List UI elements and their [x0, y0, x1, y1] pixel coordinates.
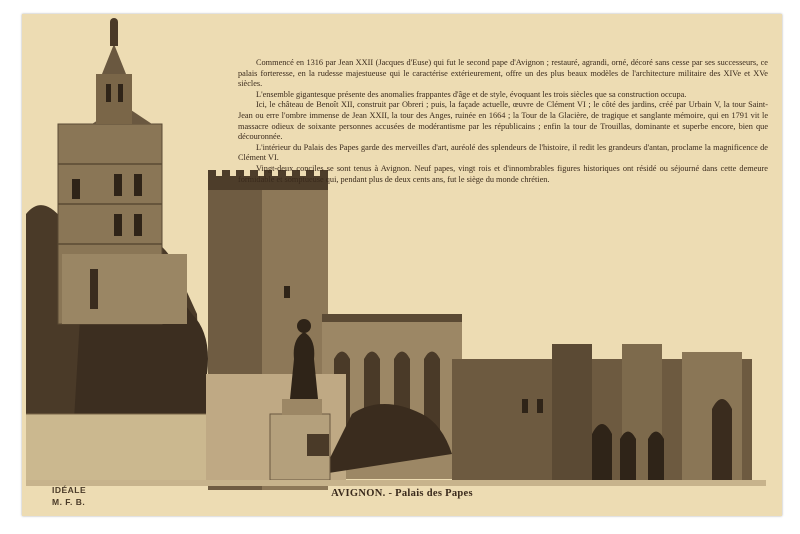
paragraph: L'intérieur du Palais des Papes garde des merveilles d'art, auréolé des splendeurs de l'histoire, il redit les grandeurs d'antan, proclame la magnificence de Clément VI. — [238, 142, 768, 163]
paragraph: L'ensemble gigantesque présente des anomalies frappantes d'âge et de style, évoquant les trois siècles que sa construction occupa. — [256, 89, 687, 99]
postcard-caption: AVIGNON. - Palais des Papes — [331, 488, 473, 499]
paragraph: Vingt-deux conciles se sont tenus à Avignon. Neuf papes, vingt rois et d'innombrables figures historiques ont résidé ou séjourné dans cette demeure formidable et somptueuse qui, pendant plus de deux cents ans, fut le siège du monde chrétien. — [238, 163, 768, 184]
paragraph: Commencé en 1316 par Jean XXII (Jacques d'Euse) qui fut le second pape d'Avignon ; restauré, agrandi, orné, décoré sans cesse par ses successeurs, ce palais forteresse, en la rudesse majestueuse qui le caractérise extérieurement, offre un des plus beaux modèles de l'architecture militaire des XIVe et XVe siècles. — [238, 58, 768, 89]
palace-east-wing — [452, 344, 752, 484]
postcard — [22, 14, 782, 516]
paragraph: Ici, le château de Benoît XII, construit par Obreri ; puis, la façade actuelle, œuvre de Clément VI ; le côté des jardins, créé par Urbain V, la tour Saint-Jean ou erre l'ombre immense de Jean XXII, la tour des Anges, ruinée en 1664 ; la Tour de la Glacière, de tragique et sanglante mémoire, qui en 1791 vit le massacre odieux de soixante personnes accusées de modérantisme par les républicains ; enfin la tour de Trouillas, dominante et superbe encore, bien que découronnée. — [238, 100, 768, 142]
publisher-mark — [52, 484, 86, 508]
cathedral-tower — [58, 18, 187, 324]
publisher-initials: M. F. B. — [52, 497, 86, 507]
description-text — [238, 58, 768, 185]
publisher-name: IDÉALE — [52, 485, 87, 495]
